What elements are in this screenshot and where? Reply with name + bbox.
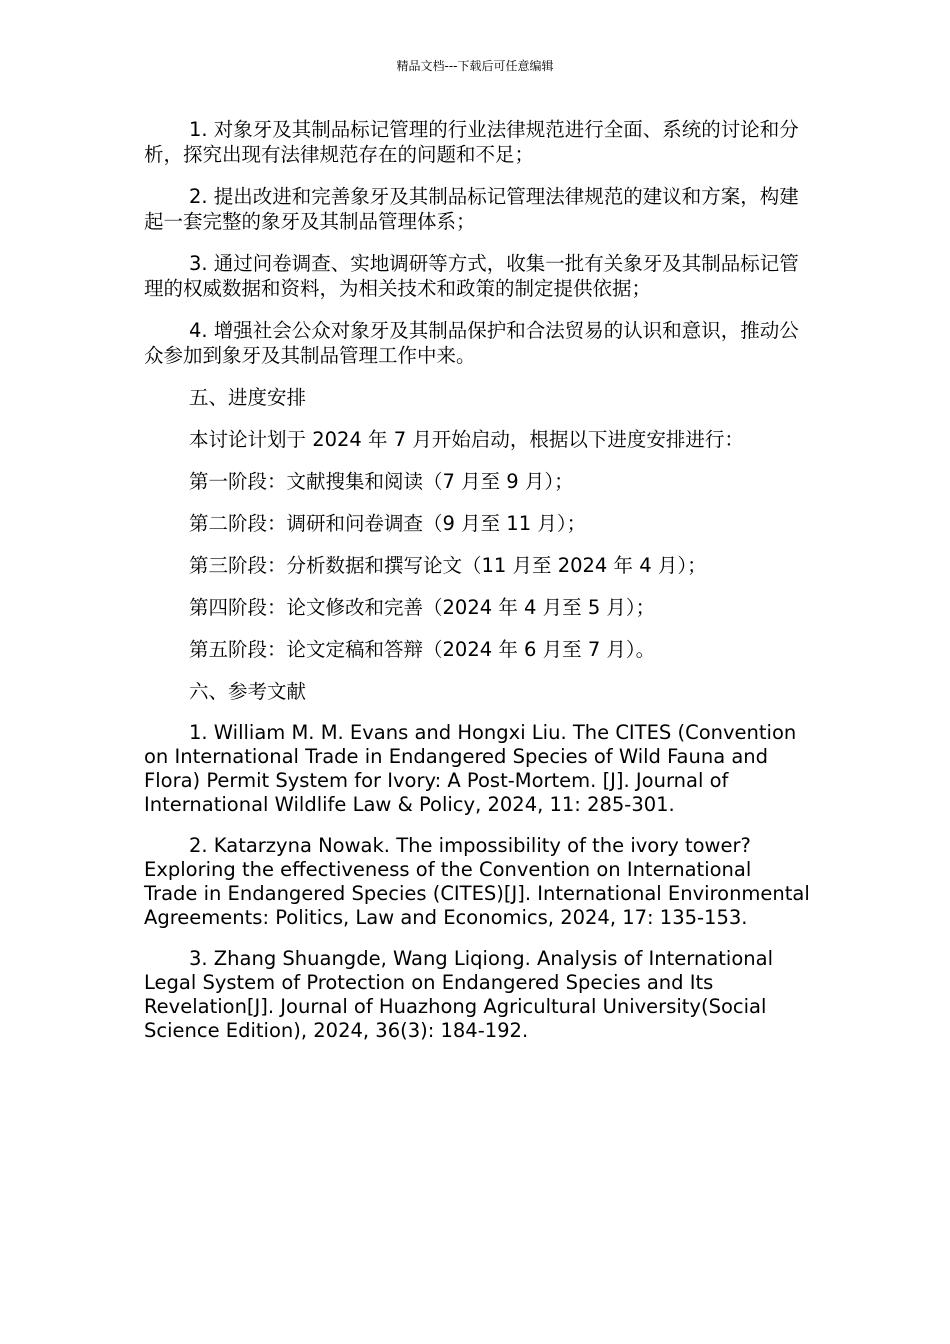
schedule-intro: 本讨论计划于 2024 年 7 月开始启动，根据以下进度安排进行： — [189, 428, 744, 451]
schedule-stage: 第一阶段：文献搜集和阅读（7 月至 9 月）； — [189, 470, 574, 493]
page-header: 精品文档---下载后可任意编辑 — [396, 59, 554, 73]
reference-item: 2. Katarzyna Nowak. The impossibility of the ivory tower? Exploring the effectiveness of the Convention on International Trade in Endangered Species (CITES)[J]. International Environmental Agreements: Politics, Law and Economics, 2024, 17: 135-153. — [144, 834, 810, 929]
schedule-stage: 第三阶段：分析数据和撰写论文（11 月至 2024 年 4 月）； — [189, 554, 707, 577]
schedule-heading: 五、进度安排 — [189, 386, 307, 409]
objective-item: 1. 对象牙及其制品标记管理的行业法律规范进行全面、系统的讨论和分析，探究出现有法律规范存在的问题和不足； — [144, 118, 799, 166]
objective-item: 3. 通过问卷调查、实地调研等方式，收集一批有关象牙及其制品标记管理的权威数据和资料，为相关技术和政策的制定提供依据； — [144, 252, 799, 300]
reference-item: 1. William M. M. Evans and Hongxi Liu. The CITES (Convention on International Trade in Endangered Species of Wild Fauna and Flora) Permit System for Ivory: A Post-Mortem. [J]. Journal of International Wildlife Law & Policy, 2024, 11: 285-301. — [144, 721, 797, 816]
references-heading: 六、参考文献 — [189, 680, 307, 703]
reference-item: 3. Zhang Shuangde, Wang Liqiong. Analysis of International Legal System of Protection on Endangered Species and Its Revelation[J]. Journal of Huazhong Agricultural University(Social Science Edition), 2024, 36(3): 184-192. — [144, 947, 774, 1042]
document-body — [144, 117, 810, 1060]
schedule-stage: 第五阶段：论文定稿和答辩（2024 年 6 月至 7 月）。 — [189, 638, 656, 661]
objective-item: 2. 提出改进和完善象牙及其制品标记管理法律规范的建议和方案，构建起一套完整的象牙及其制品管理体系； — [144, 185, 799, 233]
schedule-stage: 第二阶段：调研和问卷调查（9 月至 11 月）； — [189, 512, 587, 535]
objective-item: 4. 增强社会公众对象牙及其制品保护和合法贸易的认识和意识，推动公众参加到象牙及其制品管理工作中来。 — [144, 319, 799, 367]
schedule-stage: 第四阶段：论文修改和完善（2024 年 4 月至 5 月）； — [189, 596, 656, 619]
reference-list — [144, 721, 810, 1043]
